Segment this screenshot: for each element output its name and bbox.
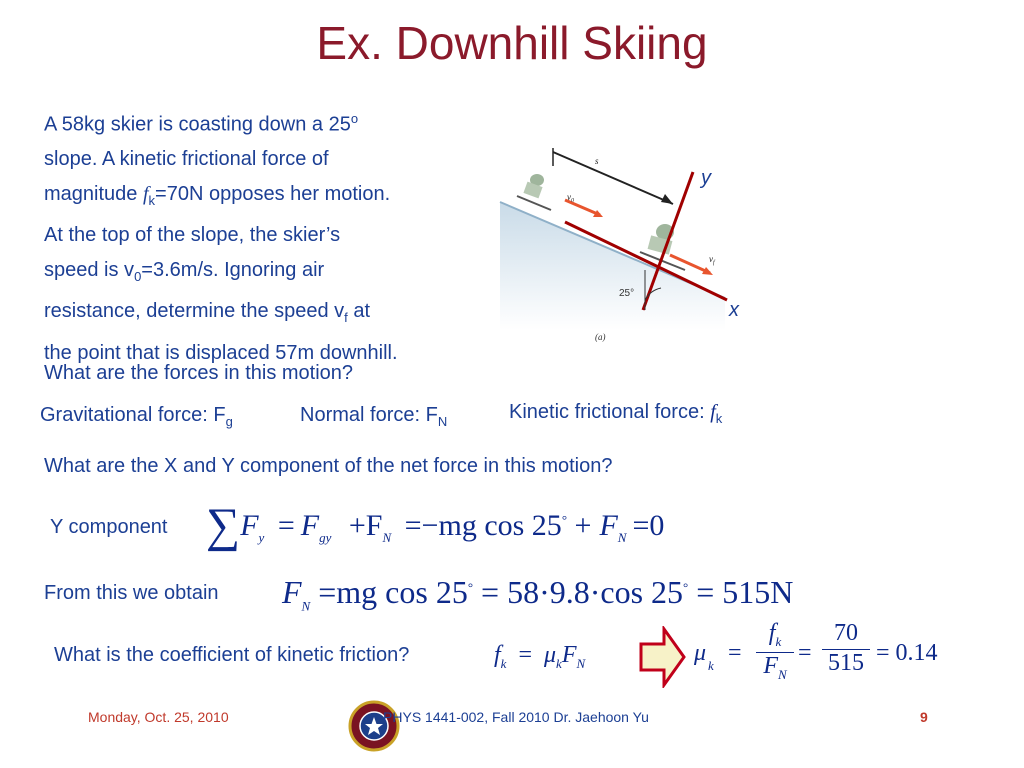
normal-force-equation: $F_N =mg$ cos 25° = 58·9.8·cos 25° = 515N [282, 574, 794, 614]
normal-force-label: Normal force: $F_N$ [300, 404, 448, 429]
vf-label: $v_f$ [709, 254, 715, 266]
question-coefficient: What is the coefficient of kinetic friction? [54, 644, 410, 666]
x-axis-label: x [729, 299, 739, 321]
skier-slope-diagram [495, 140, 765, 350]
question-components: What are the X and Y component of the net force in this motion? [44, 455, 613, 477]
obtain-label: From this we obtain [44, 582, 219, 604]
footer-course: PHYS 1441-002, Fall 2010 Dr. Jaehoon Yu [383, 709, 649, 725]
gravitational-force-label: Gravitational force: $F_g$ [40, 404, 233, 429]
slide-title: Ex. Downhill Skiing [316, 17, 708, 69]
question-forces: What are the forces in this motion? [44, 362, 354, 384]
kinetic-friction-label: Kinetic frictional force: $f_k$ [509, 401, 723, 426]
skier-bottom-icon [640, 224, 685, 270]
friction-equation: $f_k = \mu_kF_N$ [494, 642, 586, 671]
y-component-label: Y component [50, 516, 168, 538]
y-axis-label: y [701, 167, 711, 189]
figure-caption: (a) [595, 332, 606, 342]
skier-top-icon [517, 174, 551, 210]
fraction-2: 70 515 [822, 620, 870, 677]
fraction-1: $f_k$ $F_N$ [756, 620, 794, 683]
footer-date: Monday, Oct. 25, 2010 [88, 709, 229, 725]
university-seal-icon [348, 700, 400, 752]
right-arrow-icon [638, 626, 688, 688]
v0-label: $v_0$ [567, 192, 574, 204]
problem-statement: A 58kg skier is coasting down a 25$^o$ slope. A kinetic frictional force of magnitude $f_k=70N$ opposes her motion. At the top of the slope, the skier’s speed is $v_0=3.6m/s$. Ignoring air resistance, determine the speed $v_f$ at the point that is displaced 57m downhill. [44, 111, 398, 364]
vf-arrow [670, 255, 710, 273]
displacement-line [553, 152, 673, 204]
y-component-equation: $\sum F_y = F_{gy} +F_N =-mg$ $\cos 25^\circ + F_N =0$ [206, 499, 665, 552]
page-number: 9 [920, 709, 928, 725]
s-label: s [595, 156, 599, 166]
angle-label: 25° [619, 288, 635, 299]
